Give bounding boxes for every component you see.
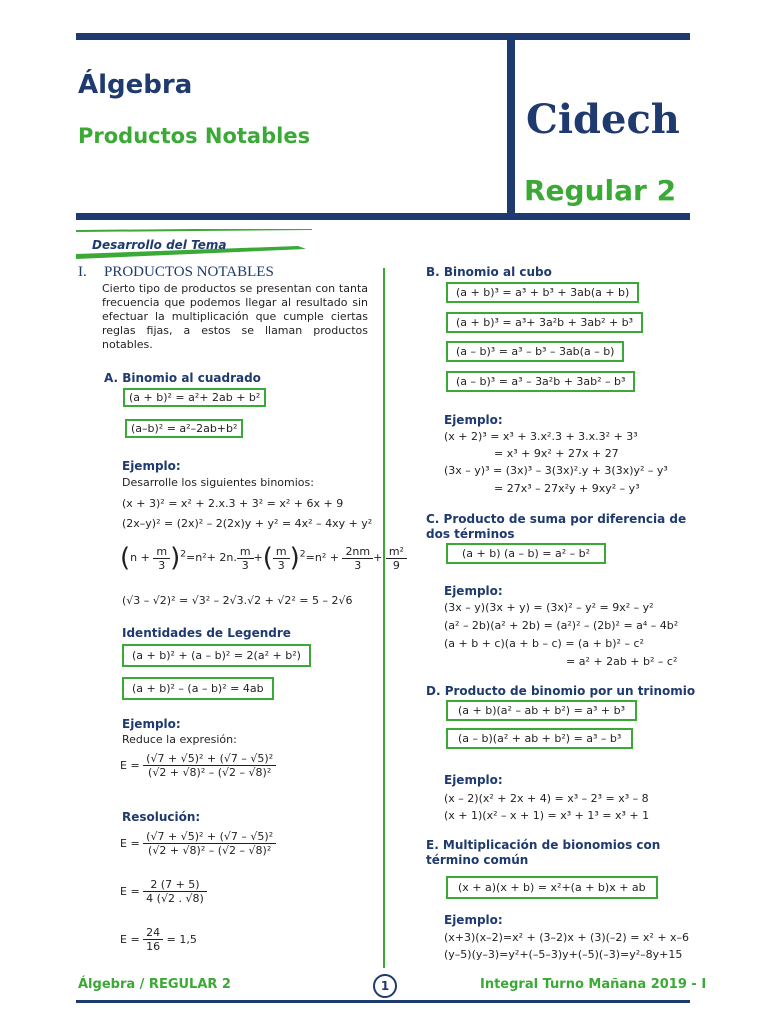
example-b3: (3x – y)³ = (3x)³ – 3(3x)².y + 3(3x)y² – y³ [444, 464, 668, 477]
header-top-rule [76, 33, 690, 40]
resolution-step1: E = $\frac{\text{(√7 + √5)² + (√7 – √5)²}}{\text{(√2 + √8)² – (√2 – √8)²}}$ [120, 830, 276, 857]
footer-rule [76, 1000, 690, 1003]
example-label: Ejemplo: [122, 459, 181, 473]
brand-logo: Cidech [526, 96, 680, 143]
legendre-heading: Identidades de Legendre [122, 626, 291, 640]
example-b2: = x³ + 9x² + 27x + 27 [494, 447, 619, 460]
reduce-text: Reduce la expresión: [122, 733, 237, 746]
footer-left: Álgebra / REGULAR 2 [78, 977, 231, 992]
formula-box-d1: (a + b)(a² – ab + b²) = a³ + b³ [446, 700, 637, 721]
intro-paragraph: Cierto tipo de productos se presentan con tanta frecuencia que podemos llegar al resultado sin efectuar la multiplicación que cumple ciertas reglas fijas, a estos se llaman productos notables. [102, 282, 368, 351]
resolution-label: Resolución: [122, 810, 201, 824]
example-eq1: (x + 3)² = x² + 2.x.3 + 3² = x² + 6x + 9 [122, 497, 344, 510]
example-e-label: Ejemplo: [444, 913, 503, 927]
section-number: I. [78, 264, 87, 280]
example-e2: (y–5)(y–3)=y²+(–5–3)y+(–5)(–3)=y²–8y+15 [444, 948, 683, 961]
subheading-a: A. Binomio al cuadrado [104, 371, 261, 385]
subheading-d: D. Producto de binomio por un trinomio [426, 684, 696, 698]
example-eq3: (n + $\frac{m}{3}$ )$^2$=n²+ 2n. $\frac{m}{3}$ +( $\frac{m}{3}$ )$^2$=n² + $\frac{2nm}{3}$ + $\frac{\text{m²}}{9}$ [120, 543, 407, 573]
legendre-box1: (a + b)² + (a – b)² = 2(a² + b²) [122, 644, 311, 667]
example-d-label: Ejemplo: [444, 773, 503, 787]
header-vertical-rule [507, 40, 515, 214]
legendre-box2: (a + b)² – (a – b)² = 4ab [122, 677, 274, 700]
expression-e: E = $\frac{\text{(√7 + √5)² + (√7 – √5)²}}{\text{(√2 + √8)² – (√2 – √8)²}}$ [120, 752, 276, 779]
formula-box-b3: (a – b)³ = a³ – b³ – 3ab(a – b) [446, 341, 624, 362]
formula-box-b4: (a – b)³ = a³ – 3a²b + 3ab² – b³ [446, 371, 635, 392]
page-number: 1 [373, 974, 397, 998]
example-d1: (x – 2)(x² + 2x + 4) = x³ – 2³ = x³ – 8 [444, 792, 649, 805]
example-c2: (a² – 2b)(a² + 2b) = (a²)² – (2b)² = a⁴ – 4b² [444, 619, 679, 632]
example-eq4: (√3 – √2)² = √3² – 2√3.√2 + √2² = 5 – 2√6 [122, 594, 353, 607]
example-c3: (a + b + c)(a + b – c) = (a + b)² – c² [444, 637, 644, 650]
formula-box-b1: (a + b)³ = a³ + b³ + 3ab(a + b) [446, 282, 639, 303]
example-b-label: Ejemplo: [444, 413, 503, 427]
formula-box-d2: (a – b)(a² + ab + b²) = a³ – b³ [446, 728, 633, 749]
resolution-step2: E = $\frac{2 (7 + 5)}{4 (√2 . √8)}$ [120, 878, 207, 905]
example-e1: (x+3)(x–2)=x² + (3–2)x + (3)(–2) = x² + x–6 [444, 931, 690, 944]
topic-title: Productos Notables [78, 124, 311, 148]
example-c1: (3x – y)(3x + y) = (3x)² – y² = 9x² – y² [444, 601, 654, 614]
example-b4: = 27x³ – 27x²y + 9xy² – y³ [494, 482, 640, 495]
example-c4: = a² + 2ab + b² – c² [566, 655, 678, 668]
example2-label: Ejemplo: [122, 717, 181, 731]
formula-box-e: (x + a)(x + b) = x²+(a + b)x + ab [446, 876, 658, 899]
formula-box-a1: (a + b)² = a²+ 2ab + b² [123, 388, 266, 407]
example-b1: (x + 2)³ = x³ + 3.x².3 + 3.x.3² + 3³ [444, 430, 638, 443]
footer-right: Integral Turno Mañana 2019 - I [480, 977, 707, 992]
subject-title: Álgebra [78, 70, 193, 100]
subheading-c: C. Producto de suma por diferencia de dos términos [426, 512, 687, 541]
subheading-e: E. Multiplicación de bionomios con término común [426, 838, 661, 867]
level-title: Regular 2 [524, 174, 677, 207]
section-heading: PRODUCTOS NOTABLES [104, 264, 274, 280]
header-bottom-rule [76, 213, 690, 220]
formula-box-c: (a + b) (a – b) = a² – b² [446, 543, 606, 564]
column-divider [383, 268, 385, 968]
example-intro: Desarrolle los siguientes binomios: [122, 476, 314, 489]
section-label: Desarrollo del Tema [92, 238, 227, 252]
example-d2: (x + 1)(x² – x + 1) = x³ + 1³ = x³ + 1 [444, 809, 650, 822]
example-c-label: Ejemplo: [444, 584, 503, 598]
subheading-b: B. Binomio al cubo [426, 265, 552, 279]
formula-box-a2: (a–b)² = a²–2ab+b² [125, 419, 243, 438]
formula-box-b2: (a + b)³ = a³+ 3a²b + 3ab² + b³ [446, 312, 643, 333]
resolution-step3: E = $\frac{24}{16}$ = 1,5 [120, 926, 197, 953]
example-eq2: (2x–y)² = (2x)² – 2(2x)y + y² = 4x² – 4xy + y² [122, 517, 373, 530]
